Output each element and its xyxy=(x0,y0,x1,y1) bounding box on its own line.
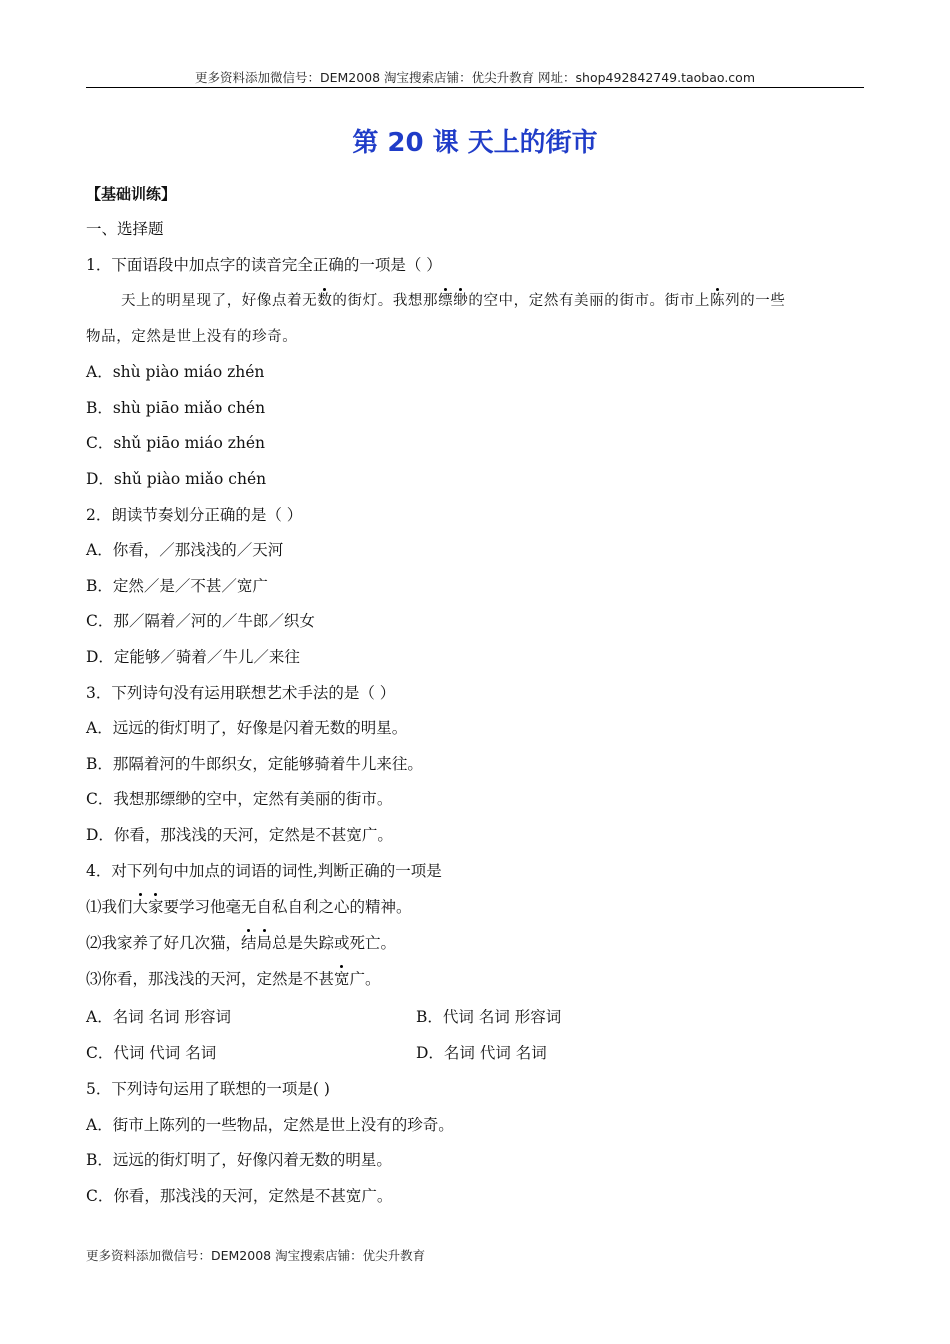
q3-option-b: B．那隔着河的牛郎织女，定能够骑着牛儿来往。 xyxy=(86,755,423,773)
q4-option-b: B．代词 名词 形容词 xyxy=(416,1008,562,1026)
dotted-char: 家 xyxy=(148,898,164,916)
q2-option-c: C．那／隔着／河的／牛郎／织女 xyxy=(86,612,315,630)
header-rule xyxy=(86,87,864,88)
page-header: 更多资料添加微信号：DEM2008 淘宝搜索店铺：优尖升教育 网址：shop492842749.taobao.com xyxy=(194,70,756,85)
q4-sentence-1 xyxy=(86,896,412,918)
q4-option-d: D．名词 代词 名词 xyxy=(416,1044,547,1062)
q4-sentence-2 xyxy=(86,932,396,954)
q1-option-c: C．shǔ piāo miáo zhén xyxy=(86,434,266,452)
q3-option-a: A．远远的街灯明了，好像是闪着无数的明星。 xyxy=(86,719,408,737)
q4-sentence-3 xyxy=(86,968,381,990)
dotted-char: 缥 xyxy=(438,293,454,309)
dotted-char: 数 xyxy=(317,293,333,309)
dotted-char: 缈 xyxy=(453,293,469,309)
q1-option-a: A．shù piào miáo zhén xyxy=(86,363,265,381)
q3-stem: 3．下列诗句没有运用联想艺术手法的是（ ） xyxy=(86,684,396,702)
section-label: 【基础训练】 xyxy=(86,185,177,203)
q3-option-d: D．你看，那浅浅的天河，定然是不甚宽广。 xyxy=(86,826,393,844)
q2-option-a: A．你看，／那浅浅的／天河 xyxy=(86,541,284,559)
page-footer: 更多资料添加微信号：DEM2008 淘宝搜索店铺：优尖升教育 xyxy=(86,1248,426,1263)
q1-passage-line2: 物品，定然是世上没有的珍奇。 xyxy=(86,329,298,345)
dotted-char: 局 xyxy=(256,934,273,952)
q1-passage-line1 xyxy=(121,290,785,312)
q3-option-c: C．我想那缥缈的空中，定然有美丽的街市。 xyxy=(86,790,393,808)
dotted-char: 陈 xyxy=(709,293,726,309)
sentence-text: ⑴我们 xyxy=(86,898,133,916)
q2-stem: 2．朗读节奏划分正确的是（ ） xyxy=(86,506,303,524)
dotted-char: 结 xyxy=(241,934,257,952)
passage-text: 的空中，定然有美丽的街市。街市上 xyxy=(468,293,710,309)
part-heading: 一、选择题 xyxy=(86,220,164,238)
sentence-text: 要学习他毫无自私自利之心的精神。 xyxy=(163,898,412,916)
title-text: 第 20 课 天上的街市 xyxy=(352,128,598,158)
dotted-char: 宽 xyxy=(334,970,350,988)
sentence-text: 广。 xyxy=(349,970,381,988)
q4-stem: 4．对下列句中加点的词语的词性,判断正确的一项是 xyxy=(86,862,442,880)
passage-text: 天上的明星现了，好像点着无 xyxy=(121,293,318,309)
q2-option-b: B．定然／是／不甚／宽广 xyxy=(86,577,268,595)
q5-option-b: B．远远的街灯明了，好像闪着无数的明星。 xyxy=(86,1151,392,1169)
q5-stem: 5．下列诗句运用了联想的一项是( ) xyxy=(86,1080,330,1098)
q1-option-b: B．shù piāo miǎo chén xyxy=(86,399,266,417)
q5-option-a: A．街市上陈列的一些物品，定然是世上没有的珍奇。 xyxy=(86,1116,454,1134)
section-heading xyxy=(86,183,176,205)
passage-text: 列的一些 xyxy=(725,293,786,309)
q4-option-a: A．名词 名词 形容词 xyxy=(86,1008,232,1026)
sentence-text: 总是失踪或死亡。 xyxy=(272,934,397,952)
q2-option-d: D．定能够／骑着／牛儿／来往 xyxy=(86,648,300,666)
sentence-text: ⑵我家养了好几次猫， xyxy=(86,934,242,952)
q1-stem: 1．下面语段中加点字的读音完全正确的一项是（ ） xyxy=(86,256,442,274)
q4-option-c: C．代词 代词 名词 xyxy=(86,1044,217,1062)
passage-text: 的街灯。我想那 xyxy=(332,293,439,309)
q5-option-c: C．你看，那浅浅的天河，定然是不甚宽广。 xyxy=(86,1187,393,1205)
q1-option-d: D．shǔ piào miǎo chén xyxy=(86,470,267,488)
dotted-char: 大 xyxy=(132,898,149,916)
sentence-text: ⑶你看，那浅浅的天河，定然是不甚 xyxy=(86,970,335,988)
page-title xyxy=(0,122,950,159)
